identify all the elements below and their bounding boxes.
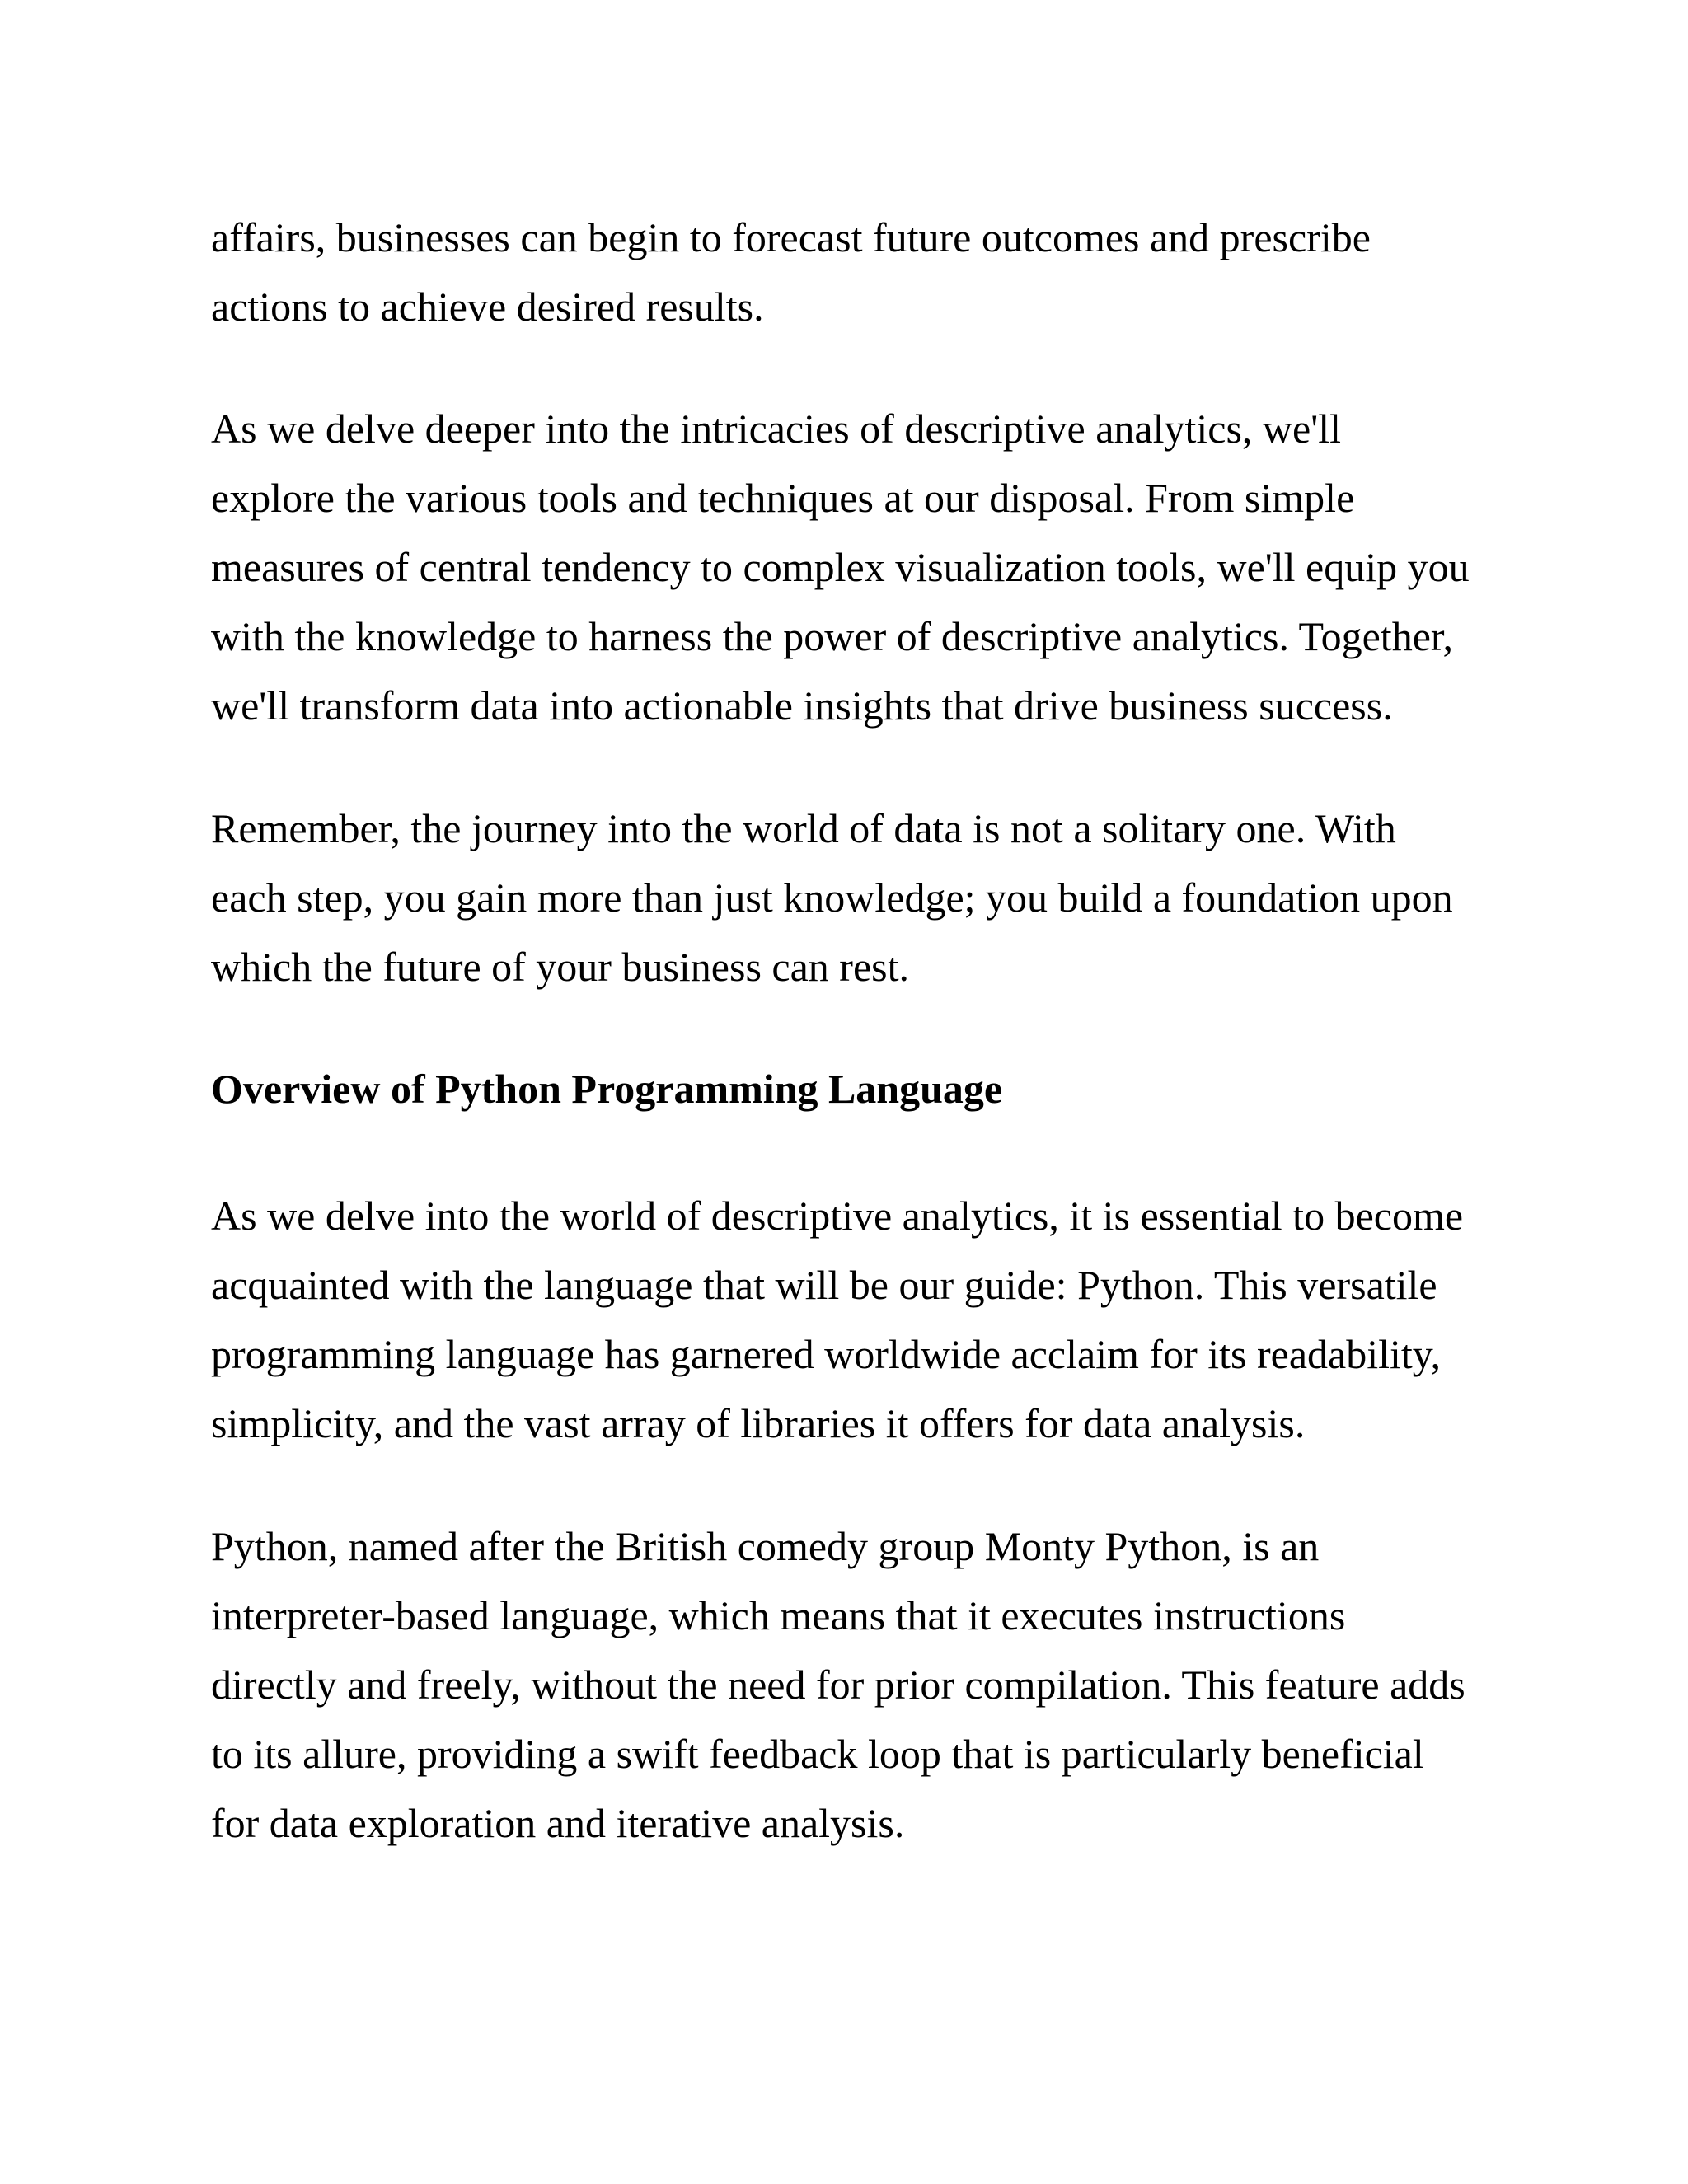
text-line: which the future of your business can rest.: [211, 944, 909, 990]
text-line: acquainted with the language that will be our guide: Python. This versatile: [211, 1262, 1437, 1308]
text-line: with the knowledge to harness the power of descriptive analytics. Together,: [211, 613, 1454, 659]
text-line: actions to achieve desired results.: [211, 284, 764, 330]
text-line: for data exploration and iterative analysis.: [211, 1800, 905, 1846]
text-line: measures of central tendency to complex visualization tools, we'll equip you: [211, 544, 1470, 590]
text-line: each step, you gain more than just knowledge; you build a foundation upon: [211, 874, 1453, 921]
text-line: we'll transform data into actionable insights that drive business success.: [211, 682, 1393, 729]
text-line: programming language has garnered worldwide acclaim for its readability,: [211, 1331, 1442, 1377]
text-line: to its allure, providing a swift feedback loop that is particularly beneficial: [211, 1731, 1424, 1777]
text-line: explore the various tools and techniques at our disposal. From simple: [211, 475, 1355, 521]
text-line: interpreter-based language, which means that it executes instructions: [211, 1592, 1346, 1638]
text-line: As we delve into the world of descriptive analytics, it is essential to become: [211, 1193, 1464, 1239]
text-line: As we delve deeper into the intricacies of descriptive analytics, we'll: [211, 405, 1341, 452]
text-line: Python, named after the British comedy group Monty Python, is an: [211, 1523, 1320, 1569]
text-line: Remember, the journey into the world of data is not a solitary one. With: [211, 805, 1396, 851]
text-line: directly and freely, without the need for prior compilation. This feature adds: [211, 1661, 1465, 1708]
section-heading: Overview of Python Programming Language: [211, 1066, 1003, 1112]
text-line: affairs, businesses can begin to forecast future outcomes and prescribe: [211, 214, 1371, 260]
text-line: simplicity, and the vast array of libraries it offers for data analysis.: [211, 1400, 1306, 1446]
